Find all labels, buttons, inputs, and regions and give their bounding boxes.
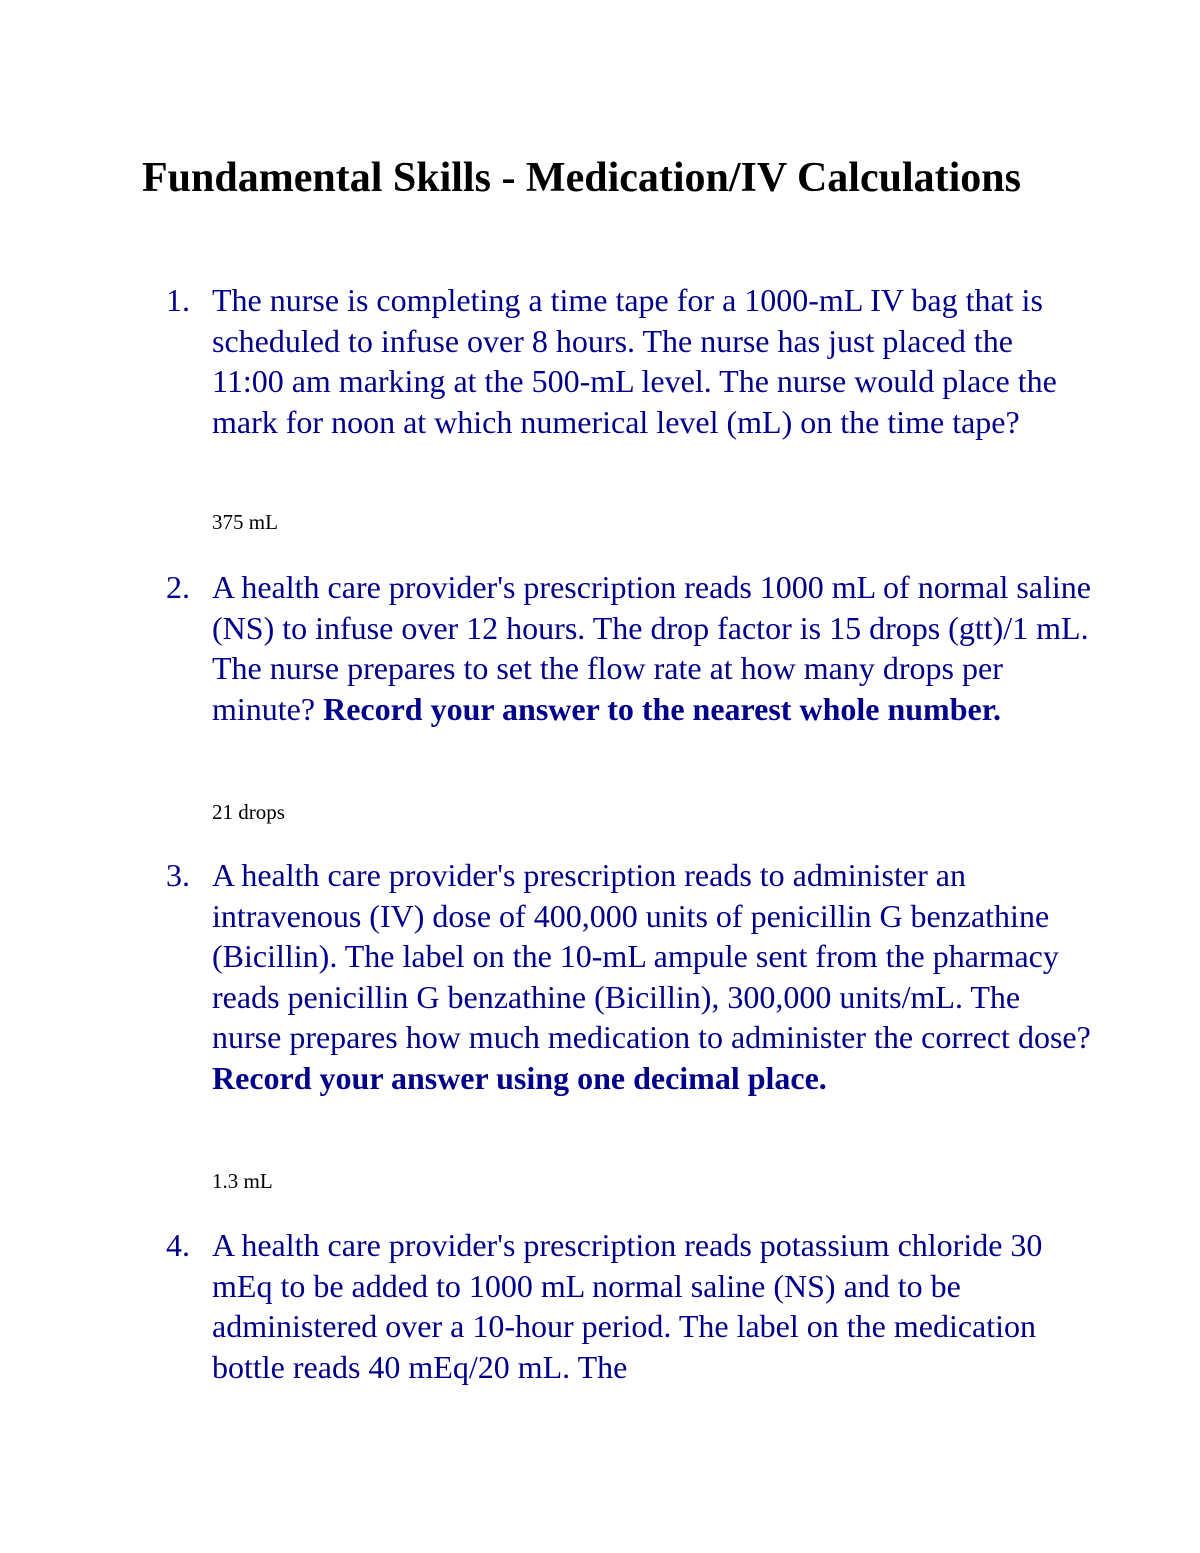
question-4-text: A health care provider's prescription reads potassium chloride 30 mEq to be added to 1000 mL normal saline (NS) and to be administered over a 10-hour period. The label on the medication bottle reads 40 mEq/20 mL. The	[212, 1227, 1043, 1385]
question-2-instruction: Record your answer to the nearest whole number.	[323, 690, 1001, 727]
question-3-number: 3.	[166, 857, 190, 893]
question-1	[166, 280, 1092, 442]
answer-1: 375 mL	[212, 510, 278, 534]
question-4-number: 4.	[166, 1227, 190, 1263]
question-3	[166, 855, 1092, 1098]
question-2-text: A health care provider's prescription reads 1000 mL of normal saline (NS) to infuse over 12 hours. The drop factor is 15 drops (gtt)/1 mL. The nurse prepares to set the flow rate at how many drops per minute?	[212, 569, 1091, 727]
question-1-number: 1.	[166, 282, 190, 318]
question-2-number: 2.	[166, 569, 190, 605]
page-title: Fundamental Skills - Medication/IV Calculations	[142, 155, 1022, 201]
question-2	[166, 567, 1092, 729]
question-1-text: The nurse is completing a time tape for a 1000-mL IV bag that is scheduled to infuse over 8 hours. The nurse has just placed the 11:00 am marking at the 500-mL level. The nurse would place the mark for noon at which numerical level (mL) on the time tape?	[212, 282, 1057, 440]
question-4	[166, 1225, 1092, 1387]
question-3-text: A health care provider's prescription reads to administer an intravenous (IV) dose of 400,000 units of penicillin G benzathine (Bicillin). The label on the 10-mL ampule sent from the pharmacy reads penicillin G benzathine (Bicillin), 300,000 units/mL. The nurse prepares how much medication to administer the correct dose?	[212, 857, 1091, 1055]
answer-2: 21 drops	[212, 800, 285, 824]
answer-3: 1.3 mL	[212, 1169, 273, 1193]
question-3-instruction: Record your answer using one decimal place.	[212, 1059, 827, 1096]
